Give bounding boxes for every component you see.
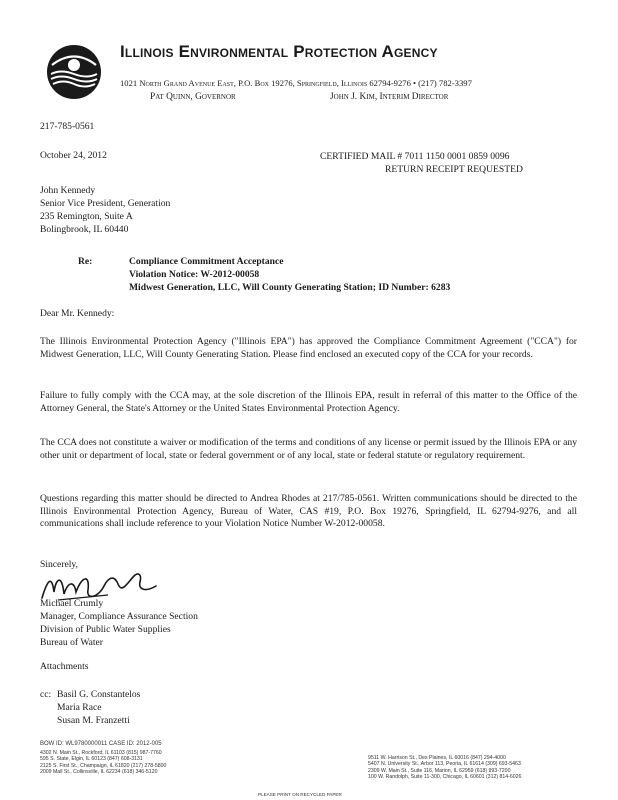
re-label: Re:	[78, 256, 93, 267]
footer-offices-right	[368, 755, 521, 780]
body-paragraph-4: Questions regarding this matter should be directed to Andrea Rhodes at 217/785-0561. Written communications should be directed to the Illinois Environmental Protection Agency, Bureau of Water, CAS #19, P.O. Box 19276, Springfield, IL 62794-9276, and all communications shall include reference to your Violation Notice Number W-2012-00058.	[40, 493, 577, 530]
cc-name: Maria Race	[57, 702, 102, 714]
return-receipt-requested: RETURN RECEIPT REQUESTED	[385, 164, 523, 175]
cc-name: Basil G. Constantelos	[57, 689, 141, 700]
signer-bureau: Bureau of Water	[40, 637, 103, 649]
recipient-street: 235 Remington, Suite A	[40, 210, 133, 222]
re-block	[129, 256, 450, 293]
agency-seal-icon	[46, 44, 102, 100]
recycled-paper-note: PLEASE PRINT ON RECYCLED PAPER	[258, 792, 342, 797]
director-name: John J. Kim, Interim Director	[330, 92, 449, 102]
footer-office: 100 W. Randolph, Suite 11-300, Chicago, IL 60601 (312) 814-6026	[368, 773, 522, 780]
phone-number: 217-785-0561	[40, 121, 95, 132]
footer-office: 595 S. State, Elgin, IL 60123 (847) 608-3131	[40, 756, 143, 763]
agency-seal-logo	[46, 44, 102, 100]
footer-office: 4302 N. Main St., Rockford, IL 61103 (815) 987-7760	[40, 750, 162, 756]
attachments-label: Attachments	[40, 661, 89, 672]
cc-list	[57, 689, 140, 727]
salutation: Dear Mr. Kennedy:	[40, 308, 115, 319]
recipient-city: Bolingbrook, IL 60440	[40, 223, 129, 235]
footer-office: 2309 W. Main St., Suite 116, Marion, IL 62959 (618) 993-7200	[368, 767, 511, 774]
recipient-title: Senior Vice President, Generation	[40, 197, 171, 209]
footer-office: 2009 Mall St., Collinsville, IL 62234 (618) 346-5120	[40, 768, 158, 775]
footer-ids: BOW ID: WL9780000011 CASE ID: 2012-005	[40, 741, 162, 747]
recipient-name: John Kennedy	[40, 185, 96, 196]
signer-name: Michael Crumly	[40, 598, 104, 609]
body-paragraph-2: Failure to fully comply with the CCA may, at the sole discretion of the Illinois EPA, result in referral of this matter to the Office of the Attorney General, the State's Attorney or the United States Environmental Protection Agency.	[40, 390, 577, 414]
agency-name: Illinois Environmental Protection Agency	[120, 42, 438, 61]
signer-title: Manager, Compliance Assurance Section	[40, 611, 198, 623]
footer-office: 9511 W. Harrison St., Des Plaines, IL 60016 (847) 294-4000	[368, 755, 506, 761]
agency-address: 1021 North Grand Avenue East, P.O. Box 19276, Springfield, Illinois 62794-9276 • (217) 782-3397	[120, 78, 472, 88]
signature-block	[40, 598, 198, 649]
closing: Sincerely,	[40, 559, 79, 570]
footer-office: 5407 N. University St., Arbor 113, Peoria, IL 61614 (309) 693-5463	[368, 761, 521, 768]
certified-mail-number: CERTIFIED MAIL # 7011 1150 0001 0859 0096	[320, 151, 510, 162]
body-paragraph-1: The Illinois Environmental Protection Agency ("Illinois EPA") has approved the Compliance Commitment Agreement ("CCA") for Midwest Generation, LLC, Will County Generating Station. Please find enclosed an executed copy of the CCA for your records.	[40, 336, 577, 360]
re-facility: Midwest Generation, LLC, Will County Generating Station; ID Number: 6283	[129, 281, 451, 293]
signer-division: Division of Public Water Supplies	[40, 624, 171, 636]
governor-name: Pat Quinn, Governor	[150, 92, 236, 102]
re-violation-notice: Violation Notice: W-2012-00058	[129, 268, 260, 280]
cc-label: cc:	[40, 689, 52, 700]
letter-date: October 24, 2012	[40, 150, 107, 161]
footer-office: 2125 S. First St., Champaign, IL 61820 (217) 278-5800	[40, 762, 167, 769]
cc-name: Susan M. Franzetti	[57, 715, 130, 727]
re-subject: Compliance Commitment Acceptance	[129, 256, 284, 267]
recipient-address	[40, 185, 170, 235]
body-paragraph-3: The CCA does not constitute a waiver or modification of the terms and conditions of any license or permit issued by the Illinois EPA or any other unit or department of local, state or federal government or of any local, state or federal statute or regulatory requirement.	[40, 437, 577, 461]
footer-offices-left	[40, 750, 166, 775]
